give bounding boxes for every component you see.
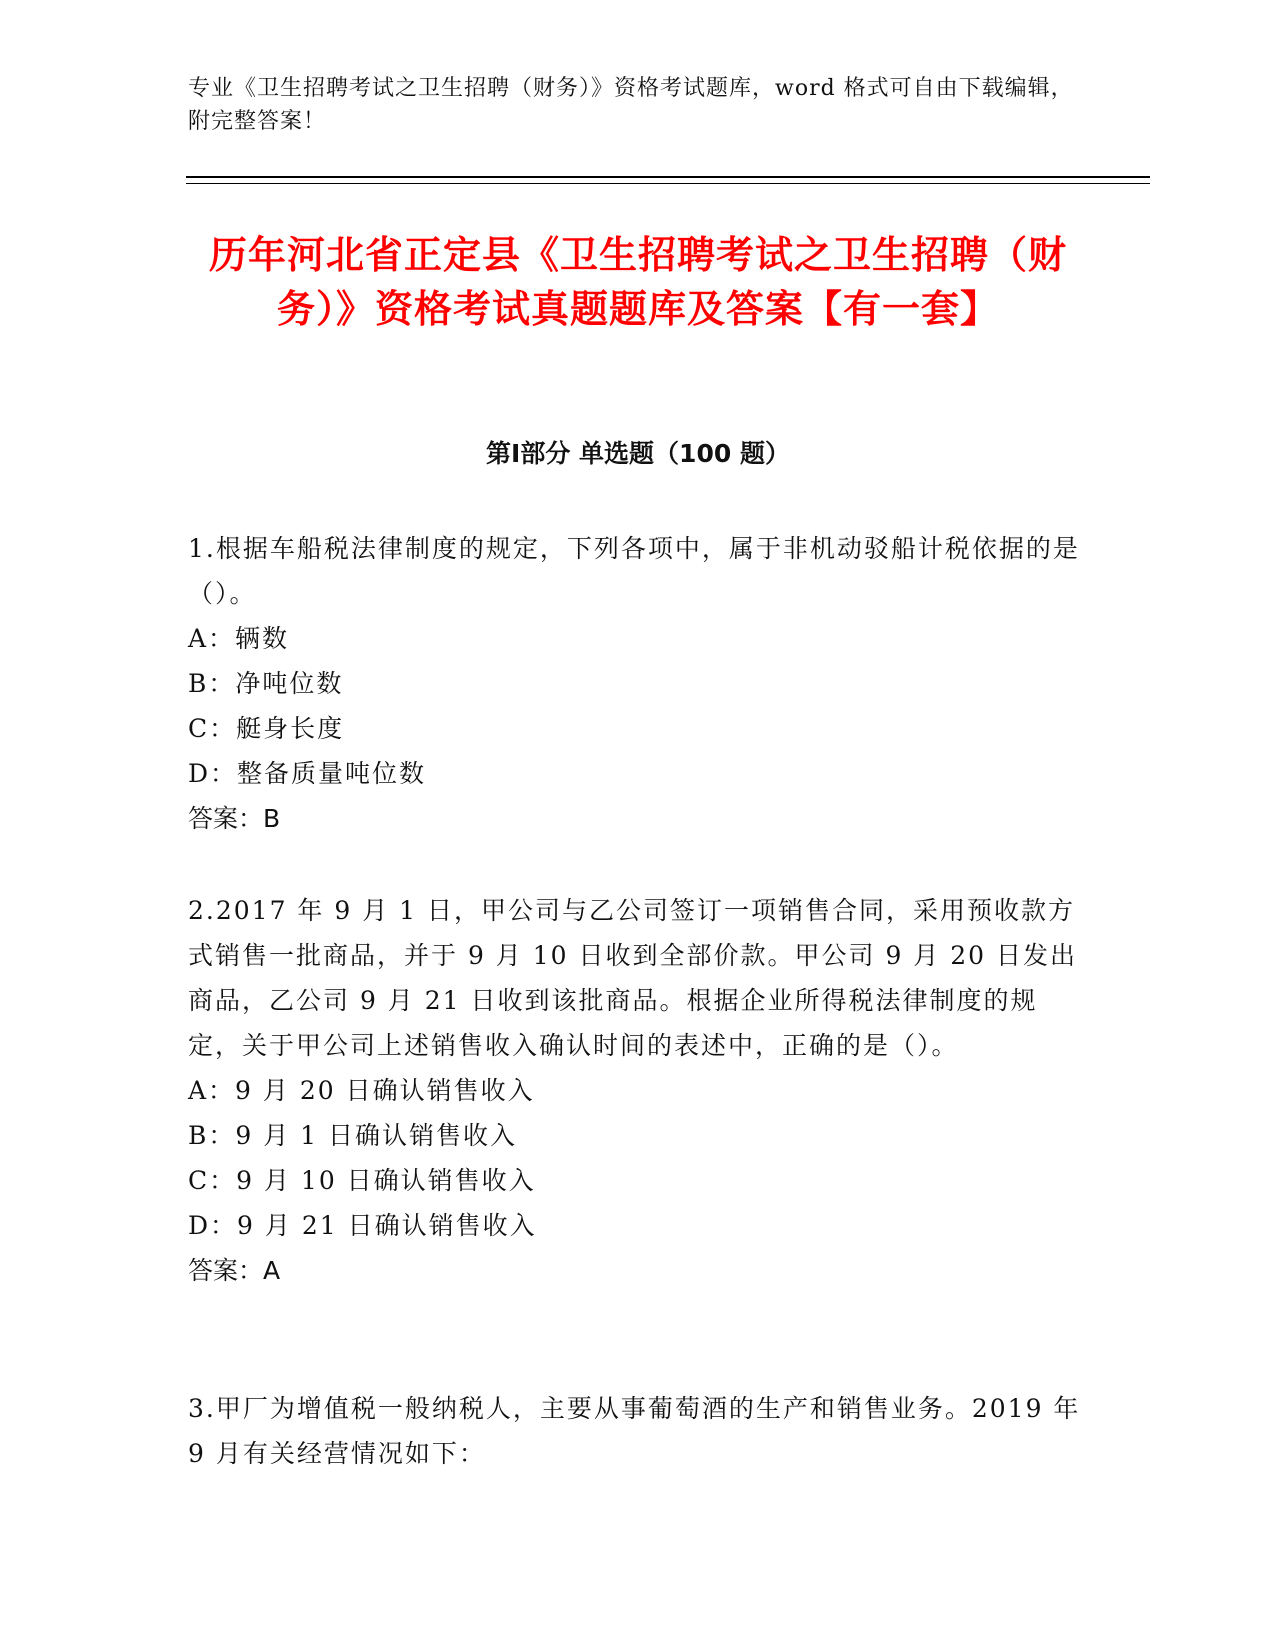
option-a: A：9 月 20 日确认销售收入 [188, 1076, 535, 1105]
question-2 [188, 888, 1088, 1293]
option-c: C：9 月 10 日确认销售收入 [188, 1166, 536, 1195]
option-c: C：艇身长度 [188, 714, 345, 743]
question-stem: 2.2017 年 9 月 1 日，甲公司与乙公司签订一项销售合同，采用预收款方式销售一批商品，并于 9 月 10 日收到全部价款。甲公司 9 月 20 日发出商品，乙公司 9 月 21 日收到该批商品。根据企业所得税法律制度的规定，关于甲公司上述销售收入确认时间的表述中，正确的是（）。 [188, 896, 1078, 1060]
header-note: 专业《卫生招聘考试之卫生招聘（财务）》资格考试题库，word 格式可自由下载编辑，附完整答案！ [188, 76, 1074, 134]
section-title: 第Ⅰ部分 单选题（100 题） [486, 439, 790, 468]
option-a: A：辆数 [188, 624, 290, 653]
option-d: D：9 月 21 日确认销售收入 [188, 1211, 537, 1240]
question-stem: 1.根据车船税法律制度的规定，下列各项中，属于非机动驳船计税依据的是（）。 [188, 534, 1080, 608]
question-1 [188, 526, 1088, 841]
answer-label: 答案：A [188, 1256, 281, 1285]
question-3 [188, 1386, 1088, 1476]
header-rule-thin [186, 183, 1150, 184]
answer-label: 答案：B [188, 804, 281, 833]
option-d: D：整备质量吨位数 [188, 759, 427, 788]
option-b: B：9 月 1 日确认销售收入 [188, 1121, 518, 1150]
question-stem: 3.甲厂为增值税一般纳税人，主要从事葡萄酒的生产和销售业务。2019 年 9 月有关经营情况如下： [188, 1394, 1081, 1468]
header-rule-thick [186, 176, 1150, 178]
document-title: 历年河北省正定县《卫生招聘考试之卫生招聘（财务）》资格考试真题题库及答案【有一套】 [208, 233, 1067, 331]
option-b: B：净吨位数 [188, 669, 344, 698]
